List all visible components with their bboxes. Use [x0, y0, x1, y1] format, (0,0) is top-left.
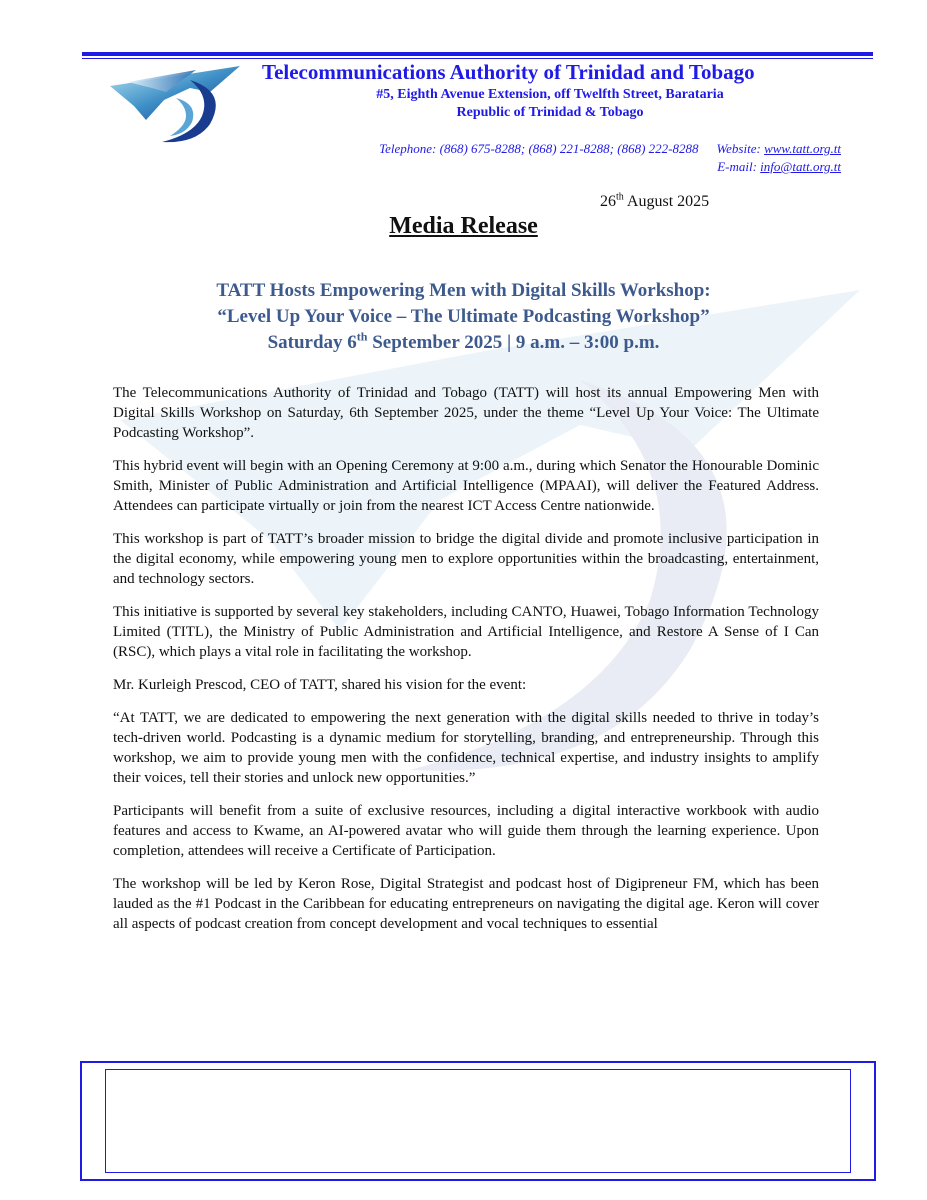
paragraph-ceo-intro: Mr. Kurleigh Prescod, CEO of TATT, shared his vision for the event: [113, 677, 527, 693]
email-label: E-mail: [717, 159, 757, 174]
organization-address: #5, Eighth Avenue Extension, off Twelfth Street, Barataria [376, 87, 724, 102]
paragraph-facilitator: The workshop will be led by Keron Rose, Digital Strategist and podcast host of Digipreneur FM, which has been lauded as the #1 Podcast in the Caribbean for educating entrepreneurs on navigating the digital age. Keron will cover all aspects of podcast creation from concept development and vocal techniques to essential [113, 876, 819, 932]
paragraph-ceo-quote: “At TATT, we are dedicated to empowering the next generation with the digital skills needed to thrive in today’s tech-driven world. Podcasting is a dynamic medium for storytelling, branding, and entrepreneurship. Through this workshop, we aim to provide young men with the confidence, technical expertise, and industry insights to amplify their voices, tell their stories and unlock new opportunities.” [113, 710, 819, 786]
telephone-numbers: Telephone: (868) 675-8288; (868) 221-8288; (868) 222-8288 [379, 141, 699, 156]
paragraph-intro: The Telecommunications Authority of Trinidad and Tobago (TATT) will host its annual Empowering Men with Digital Skills Workshop on Saturday, 6th September 2025, under the theme “Level Up Your Voice: The Ultimate Podcasting Workshop”. [113, 385, 819, 441]
tatt-logo [106, 62, 242, 150]
footer-frame-inner [105, 1069, 851, 1173]
contact-line [379, 141, 841, 157]
paragraph-resources: Participants will benefit from a suite of exclusive resources, including a digital interactive workbook with audio features and access to Kwame, an AI-powered avatar who will guide them through the learning experience. Upon completion, attendees will receive a Certificate of Participation. [113, 803, 819, 859]
email-link[interactable]: info@tatt.org.tt [760, 159, 841, 174]
header-top-rule-thin [82, 58, 873, 59]
website-link[interactable]: www.tatt.org.tt [764, 141, 841, 156]
headline-line-3: Saturday 6th September 2025 | 9 a.m. – 3:00 p.m. [267, 329, 660, 353]
organization-name: Telecommunications Authority of Trinidad and Tobago [262, 60, 755, 84]
headline-line-1: TATT Hosts Empowering Men with Digital Skills Workshop: [216, 280, 711, 301]
header-top-rule [82, 52, 873, 56]
paragraph-hybrid-event: This hybrid event will begin with an Opening Ceremony at 9:00 a.m., during which Senator the Honourable Dominic Smith, Minister of Public Administration and Artificial Intelligence (MPAAI), will deliver the Featured Address. Attendees can participate virtually or join from the nearest ICT Access Centre nationwide. [113, 458, 819, 514]
website-label: Website: [716, 141, 761, 156]
headline [0, 278, 927, 356]
paragraph-stakeholders: This initiative is supported by several key stakeholders, including CANTO, Huawei, Tobago Information Technology Limited (TITL), the Ministry of Public Administration and Artificial Intelligence, and Restore A Sense of I Can (RSC), which plays a vital role in facilitating the workshop. [113, 604, 819, 660]
organization-country: Republic of Trinidad & Tobago [456, 105, 644, 120]
release-date: 26th August 2025 [600, 191, 710, 210]
paragraph-mission: This workshop is part of TATT’s broader mission to bridge the digital divide and promote inclusive participation in the digital economy, while empowering young men to explore opportunities within the broadcasting, entertainment, and technology sectors. [113, 531, 819, 587]
headline-line-2: “Level Up Your Voice – The Ultimate Podcasting Workshop” [217, 306, 710, 327]
email-line [717, 159, 841, 175]
release-body [113, 383, 819, 947]
page-title: Media Release [389, 213, 538, 239]
